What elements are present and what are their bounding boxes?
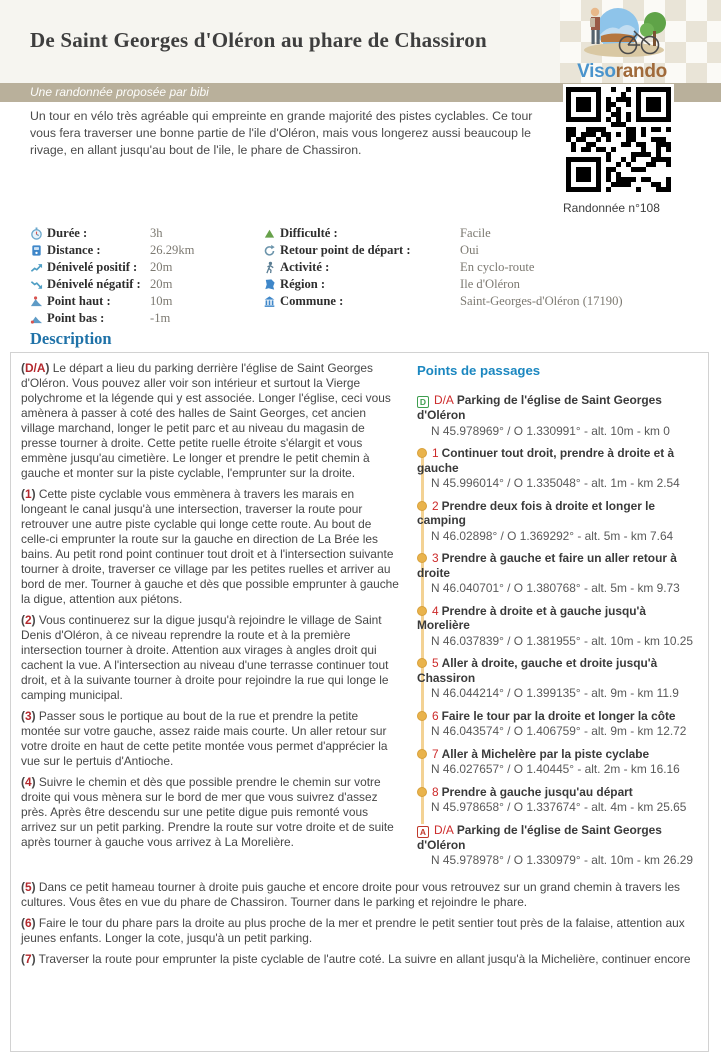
info-label: Commune :	[280, 294, 344, 308]
waypoint-title: Parking de l'église de Saint Georges d'Oléron	[417, 822, 662, 852]
qr-caption: Randonnée n°108	[563, 201, 660, 215]
info-row	[30, 293, 263, 310]
info-label: Difficulté :	[280, 226, 338, 240]
waypoint-dot-icon	[417, 501, 427, 511]
waypoint-coords: N 46.040701° / O 1.380768° - alt. 5m - km 9.73	[431, 581, 680, 595]
banner-text: Une randonnée proposée par bibi	[30, 85, 209, 99]
paragraph-text: Cette piste cyclable vous emmènera à travers les marais en longeant le canal jusqu'à une intersection, traverser la route pour retrouver une autre piste cyclable qui longe cette route. Au bout de celle-ci emprunter la route sur la gauche en direction de La Brée les bains. Au petit rond point continuer tout droit et à l'intersection suivante tourner à droite, traverser ce village par les petites ruelles et arriver au bord de mer. Tourner à gauche et dès que possible emprunter à gauche la digue, attention aux piétons.	[21, 487, 399, 606]
waypoint-coords: N 46.043574° / O 1.406759° - alt. 9m - km 12.72	[431, 724, 687, 738]
waypoint-coords: N 46.02898° / O 1.369292° - alt. 5m - km 7.64	[431, 528, 674, 543]
waypoint-coords: N 46.044214° / O 1.399135° - alt. 9m - km 11.9	[431, 686, 679, 700]
paragraph-marker: 3	[24, 709, 32, 723]
info-row	[263, 225, 700, 242]
info-value: 20m	[150, 260, 173, 274]
waypoint-coords: N 45.996014° / O 1.335048° - alt. 1m - km 2.54	[431, 476, 680, 490]
waypoint-dot-icon	[417, 711, 427, 721]
waypoint-coords: N 45.978978° / O 1.330979° - alt. 10m - km 26.29	[431, 853, 694, 867]
waypoint-marker: 4	[432, 603, 439, 618]
info-label: Dénivelé négatif :	[47, 277, 141, 291]
waypoint-dot-icon	[417, 448, 427, 458]
difficulty-icon	[263, 227, 280, 240]
info-label: Activité :	[280, 260, 330, 274]
paragraph-text: Suivre le chemin et dès que possible prendre le chemin sur votre droite qui vous mènera sur le bord de mer que vous suivrez d'assez près. Après être descendu sur une petite digue puis remonté vous arrivez sur un petit parking. Prendre la route sur votre droite et de suite après tourner à gauche vous arrivez à La Morelière.	[21, 775, 394, 849]
waypoint-title: Parking de l'église de Saint Georges d'Oléron	[417, 393, 662, 422]
paragraph: (3) Passer sous le portique au bout de la rue et prendre la petite montée sur votre gauche, assez raide mais courte. Un aller retour sur votre droite en haut de cette petite montée vous permet d'apprécier la vue sur le pertuis d'Antioche.	[21, 709, 388, 768]
paragraph: (7) Traverser la route pour emprunter la piste cyclable de l'autre coté. La suivre en allant jusqu'à la Michelière, continuer encore	[21, 951, 691, 966]
waypoint-coords: N 45.978658° / O 1.337674° - alt. 4m - km 25.65	[431, 800, 687, 814]
waypoint-item	[417, 393, 700, 438]
qr-code-icon	[563, 84, 674, 195]
info-value: Facile	[460, 226, 491, 240]
waypoint-item	[417, 551, 700, 596]
paragraph: (4) Suivre le chemin et dès que possible prendre le chemin sur votre droite qui vous mènera sur le bord de mer que vous suivrez d'assez près. Après être descendu sur une petite digue puis remonté vous arrivez sur un petit parking. Prendre la route sur votre droite et de suite après tourner à gauche vous arrivez à La Morelière.	[21, 775, 394, 849]
waypoint-title: Aller à droite, gauche et droite jusqu'à Chassiron	[417, 656, 658, 685]
waypoint-dot-icon	[417, 553, 427, 563]
waypoint-coords: N 46.037839° / O 1.381955° - alt. 10m - km 10.25	[431, 633, 694, 648]
waypoint-dot-icon	[417, 749, 427, 759]
paragraph-text: Passer sous le portique au bout de la rue et prendre la petite montée sur votre gauche, assez raide mais courte. Un aller retour sur votre droite en haut de cette petite montée vous permet d'apprécier la vue sur le pertuis d'Antioche.	[21, 709, 388, 768]
waypoint-item	[417, 823, 700, 868]
info-value: En cyclo-route	[460, 260, 535, 274]
region-icon	[263, 278, 280, 291]
info-value: Oui	[460, 243, 479, 257]
paragraph-text: Dans ce petit hameau tourner à droite puis gauche et encore droite pour vous retrouvez sur un grand chemin à travers les cultures. Vous êtes en vue du phare de Chassiron. Tourner dans le parking et rejoindre le phare.	[21, 879, 680, 909]
info-value: Saint-Georges-d'Oléron (17190)	[460, 294, 623, 308]
stopwatch-icon	[30, 227, 47, 240]
paragraph-marker: 7	[24, 951, 32, 966]
waypoint-marker: 7	[432, 746, 439, 761]
waypoint-coords: N 46.027657° / O 1.40445° - alt. 2m - km 16.16	[431, 762, 680, 776]
waypoint-title: Prendre deux fois à droite et longer le camping	[417, 498, 656, 527]
info-label: Retour point de départ :	[280, 243, 411, 257]
waypoint-item	[417, 446, 700, 491]
paragraph-marker: 4	[24, 775, 32, 789]
visorando-logo	[564, 3, 680, 81]
page-title: De Saint Georges d'Oléron au phare de Chassiron	[30, 28, 487, 52]
waypoint-marker: 2	[432, 498, 439, 513]
info-row	[30, 259, 263, 276]
paragraph-text: Traverser la route pour emprunter la piste cyclable de l'autre coté. La suivre en allant jusqu'à la Michelière, continuer encore	[35, 951, 691, 966]
waypoint-marker: D/A	[434, 393, 454, 407]
info-row	[30, 225, 263, 242]
waypoint-marker: 3	[432, 551, 439, 565]
info-value: 20m	[150, 277, 173, 291]
waypoint-item	[417, 747, 700, 777]
info-label: Durée :	[47, 226, 88, 240]
info-value: 26.29km	[150, 243, 195, 257]
content-box	[10, 352, 709, 1052]
waypoint-dot-icon	[417, 658, 427, 668]
waypoint-title: Faire le tour par la droite et longer la côte	[441, 708, 676, 723]
departure-badge-icon: D	[417, 396, 429, 408]
waypoint-marker: 8	[432, 784, 439, 799]
paragraph-marker: 2	[24, 613, 32, 627]
description-column	[11, 361, 411, 876]
paragraph-marker: 1	[24, 487, 32, 501]
waypoint-title: Continuer tout droit, prendre à droite et à gauche	[417, 446, 675, 475]
waypoint-marker: D/A	[434, 822, 454, 837]
waypoint-title: Prendre à droite et à gauche jusqu'à Morelière	[417, 603, 646, 632]
distance-icon	[30, 244, 47, 257]
description-heading: Description	[30, 329, 112, 348]
info-label: Région :	[280, 277, 326, 291]
waypoint-title: Prendre à gauche et faire un aller retour à droite	[417, 551, 677, 580]
intro-text: Un tour en vélo très agréable qui empreinte en grande majorité des pistes cyclables. Ce tour vous fera traverser une bonne partie de l'ile d'Oléron, mais vous longerez aussi beaucoup le rivage, en allant jusqu'au bout de l'ile, le phare de Chassiron.	[30, 109, 533, 158]
info-row	[263, 276, 700, 293]
logo-text-viso: Viso	[577, 61, 616, 82]
info-row	[30, 242, 263, 259]
arrival-badge-icon: A	[417, 826, 429, 838]
paragraph: (2) Vous continuerez sur la digue jusqu'à rejoindre le village de Saint Denis d'Oléron, à ce niveau reprendre la route et à la première intersection tourner à droite. Attention aux virages à angles droit qui cachent la vue. A l'intersection au niveau d'une terrasse continuer tout droit, et à la suivante tourner à droite pour rejoindre la rue qui longe le camping municipal.	[21, 613, 389, 702]
info-col-left	[30, 225, 263, 327]
paragraph: (D/A) Le départ a lieu du parking derrière l'église de Saint Georges d'Oléron. Vous pouvez aller voir son intérieur et surtout la Vierge polychrome et la légende qui y est associée. Longer l'église, ceci vous amènera à passer à coté des halles de Saint Georges, cet ancien village marchand, longer le petit parc et au niveau du magasin de presse tourner à droite. Cette petite ruelle étroite s'élargit et vous emmène jusqu'au cimetière. Le longer et prendre le petit chemin à gauche et monter sur la piste cyclable, l'emprunter sur la droite.	[21, 361, 391, 480]
waypoint-dot-icon	[417, 787, 427, 797]
info-value: -1m	[150, 311, 171, 325]
descent-icon	[30, 278, 47, 291]
paragraph-text: Le départ a lieu du parking derrière l'église de Saint Georges d'Oléron. Vous pouvez aller voir son intérieur et surtout la Vierge polychrome et la légende qui y est associée. Longer l'église, ceci vous amènera à passer à coté des halles de Saint Georges, cet ancien village marchand, longer le petit parc et au niveau du magasin de presse tourner à droite. Cette petite ruelle étroite s'élargit et vous emmène jusqu'au cimetière. Le longer et prendre le petit chemin à gauche et monter sur la piste cyclable, l'emprunter sur la droite.	[21, 361, 391, 480]
paragraph: (5) Dans ce petit hameau tourner à droite puis gauche et encore droite pour vous retrouvez sur un grand chemin à travers les cultures. Vous êtes en vue du phare de Chassiron. Tourner dans le parking et rejoindre le phare.	[21, 879, 680, 909]
info-row	[263, 293, 700, 310]
ascent-icon	[30, 261, 47, 274]
info-row	[30, 276, 263, 293]
info-label: Distance :	[47, 243, 101, 257]
activity-icon	[263, 261, 280, 274]
waypoint-title: Aller à Michelère par la piste cyclabe	[441, 746, 650, 761]
waypoint-marker: 6	[432, 708, 439, 723]
info-value: 3h	[150, 226, 163, 240]
info-row	[263, 259, 700, 276]
info-label: Dénivelé positif :	[47, 260, 138, 274]
waypoint-title: Prendre à gauche jusqu'au départ	[441, 784, 633, 799]
waypoints-panel	[411, 361, 708, 876]
waypoint-dot-icon	[417, 606, 427, 616]
info-row	[30, 310, 263, 327]
info-table	[30, 225, 700, 327]
paragraph-marker: 6	[24, 915, 32, 930]
paragraph-text: Vous continuerez sur la digue jusqu'à rejoindre le village de Saint Denis d'Oléron, à ce niveau reprendre la route et à la première intersection tourner à droite. Attention aux virages à angles droit qui cachent la vue. A l'intersection au niveau d'une terrasse continuer tout droit, et à la suivante tourner à droite pour rejoindre la rue qui longe le camping municipal.	[21, 613, 389, 702]
paragraph-marker: 5	[24, 879, 32, 894]
info-label: Point haut :	[47, 294, 111, 308]
waypoint-item	[417, 604, 700, 649]
waypoint-item	[417, 499, 700, 544]
commune-icon	[263, 295, 280, 308]
waypoints-heading: Points de passages	[417, 363, 541, 378]
logo-text	[564, 62, 680, 81]
waypoints-list	[417, 393, 700, 868]
paragraph: (1) Cette piste cyclable vous emmènera à travers les marais en longeant le canal jusqu'à une intersection, traverser la route pour retrouver une autre piste cyclable qui longe cette route. Au bout de celle-ci emprunter la route sur la gauche en direction de La Brée les bains. Au petit rond point continuer tout droit et à l'intersection suivante tourner à droite, traverser ce village par les petites ruelles et arriver au bord de mer. Tourner à gauche et dès que possible emprunter à gauche la digue, attention aux piétons.	[21, 487, 399, 606]
logo-text-rando: rando	[615, 61, 667, 82]
waypoint-coords: N 45.978969° / O 1.330991° - alt. 10m - km 0	[431, 423, 670, 438]
info-value: 10m	[150, 294, 173, 308]
info-row	[263, 242, 700, 259]
waypoint-marker: 1	[432, 446, 439, 460]
info-value: Ile d'Oléron	[460, 277, 520, 291]
paragraph-marker: D/A	[24, 361, 46, 375]
waypoint-item	[417, 785, 700, 815]
waypoint-item	[417, 656, 700, 701]
info-col-right	[263, 225, 700, 327]
paragraph-text: Faire le tour du phare pars la droite au plus proche de la mer et prendre le petit sentier tout près de la falaise, attention aux jeunes enfants. Longer la cote, jusqu'à un petit parking.	[21, 915, 685, 945]
paragraph: (6) Faire le tour du phare pars la droite au plus proche de la mer et prendre le petit sentier tout près de la falaise, attention aux jeunes enfants. Longer la cote, jusqu'à un petit parking.	[21, 915, 685, 945]
peak-low-icon	[30, 312, 47, 325]
peak-high-icon	[30, 295, 47, 308]
return-icon	[263, 244, 280, 257]
waypoint-marker: 5	[432, 656, 439, 670]
full-width-paragraphs	[11, 876, 708, 967]
info-label: Point bas :	[47, 311, 105, 325]
waypoint-item	[417, 709, 700, 739]
